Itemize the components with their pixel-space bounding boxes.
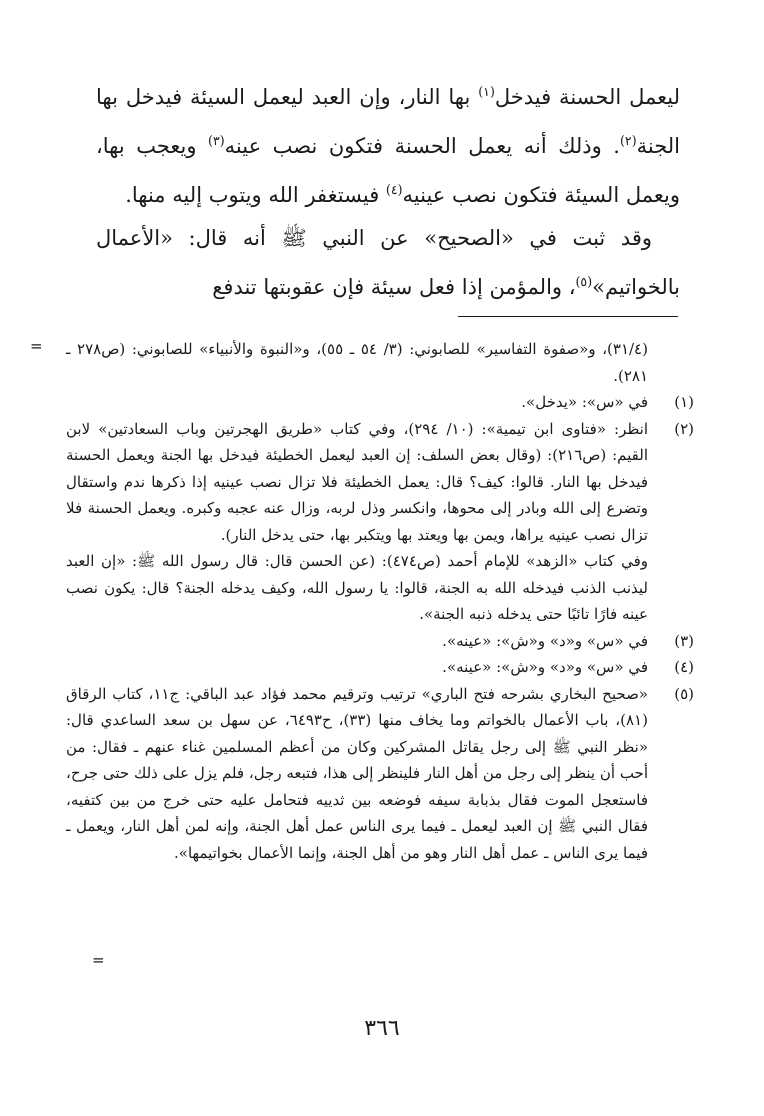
footnote-ref: (٥) xyxy=(575,274,593,289)
footnote-ref: (٢) xyxy=(620,133,637,148)
text-run: ، والمؤمن إذا فعل سيئة فإن عقوبتها تندفع xyxy=(212,275,576,299)
footnote-separator xyxy=(458,316,678,317)
main-text xyxy=(96,70,680,309)
footnote xyxy=(66,654,694,681)
text-run: . وذلك أنه يعمل الحسنة فتكون نصب عينه xyxy=(224,134,620,158)
continuation-marker-bottom: = xyxy=(92,951,105,969)
footnote-text: في «س» و«د» و«ش»: «عينه». xyxy=(442,631,648,650)
text-run: ويعجب بها، ويعمل السيئة فتكون نصب عينيه xyxy=(96,134,680,207)
text-run: ليعمل الحسنة فيدخل xyxy=(494,85,680,109)
main-paragraph xyxy=(96,217,680,309)
text-run: بها النار، وإن العبد ليعمل السيئة فيدخل بها الجنة xyxy=(96,85,680,158)
footnote xyxy=(66,681,694,867)
page-number: ٣٦٦ xyxy=(364,1016,400,1041)
footnote xyxy=(66,628,694,655)
main-paragraph xyxy=(96,70,680,217)
footnote-text: (٣١/٤)، و«صفوة التفاسير» للصابوني: (٣/ ٥٤ ـ ٥٥)، و«النبوة والأنبياء» للصابوني: (ص٢٧٨ ـ ٢٨١). xyxy=(66,340,648,385)
footnote xyxy=(66,416,694,628)
footnote-text: وفي كتاب «الزهد» للإمام أحمد (ص٤٧٤): (عن الحسن قال: قال رسول الله ﷺ: «إن العبد ليذنب الذنب فيدخله الله به الجنة، قالوا: يا رسول الله، وكيف يدخله الجنة؟ قال: يكون نصب عينه فارًا تائبًا حتى يدخله ذنبه الجنة». xyxy=(66,552,648,623)
footnote-text: في «س» و«د» و«ش»: «عينه». xyxy=(442,658,648,676)
footnote-ref: (٤) xyxy=(385,182,403,197)
footnote-number: (٤) xyxy=(674,658,694,676)
footnote-number: (١) xyxy=(674,393,694,411)
footnote-text: انظر: «فتاوى ابن تيمية»: (١٠/ ٢٩٤)، وفي كتاب «طريق الهجرتين وباب السعادتين» لابن القيم: (ص٢١٦): (وقال بعض السلف: إن العبد ليعمل الخطيئة فيدخل بها الجنة ويعمل الحسنة فيدخل بها النار. قالوا: كيف؟ قال: يعمل الخطيئة فلا تزال نصب عينيه إذا ذكرها ندم واستقال وتضرع إلى الله وبادر إلى محوها، وانكسر وذل لربه، وزال عنه عجبه وكبره. ويعمل الحسنة فلا تزال نصب عينيه يراها، ويمن بها ويعتد بها ويتكبر بها، حتى يدخل النار). xyxy=(66,419,649,544)
footnote-ref: (٣) xyxy=(208,133,225,148)
footnote-text: في «س»: «يدخل». xyxy=(521,393,648,411)
footnote-number: (٣) xyxy=(674,631,694,650)
footnote xyxy=(66,389,694,416)
continuation-marker-top: = xyxy=(30,337,43,355)
footnote-text: «صحيح البخاري بشرحه فتح الباري» ترتيب وترقيم محمد فؤاد عبد الباقي: ج١١، كتاب الرقاق (٨١)، باب الأعمال بالخواتم وما يخاف منها (٣٣)، ح٦٤٩٣، عن سهل بن سعد الساعدي قال: «نظر النبي ﷺ إلى رجل يقاتل المشركين وكان من أعظم المسلمين غناء عنهم ـ فقال: من أحب أن ينظر إلى رجل من أهل النار فلينظر إلى هذا، فتبعه رجل، فلم يزل على ذلك حتى جرح، فاستعجل الموت فقال بذبابة سيفه فوضعه بين ثدييه فتحامل عليه حتى خرج من بين كتفيه، فقال النبي ﷺ إن العبد ليعمل ـ فيما يرى الناس عمل أهل الجنة، وإنه لمن أهل النار، ويعمل ـ فيما يرى الناس ـ عمل أهل النار وهو من أهل الجنة، وإنما الأعمال بخواتيمها». xyxy=(66,684,648,862)
footnote-number: (٥) xyxy=(674,684,694,703)
footnote-ref: (١) xyxy=(478,84,495,99)
text-run: فيستغفر الله ويتوب إليه منها. xyxy=(125,183,386,207)
footnote xyxy=(66,336,694,389)
text-run: وقد ثبت في «الصحيح» عن النبي ﷺ أنه قال: «الأعمال بالخواتيم» xyxy=(96,226,680,299)
footnotes xyxy=(66,336,694,866)
footnote-number: (٢) xyxy=(674,419,694,438)
